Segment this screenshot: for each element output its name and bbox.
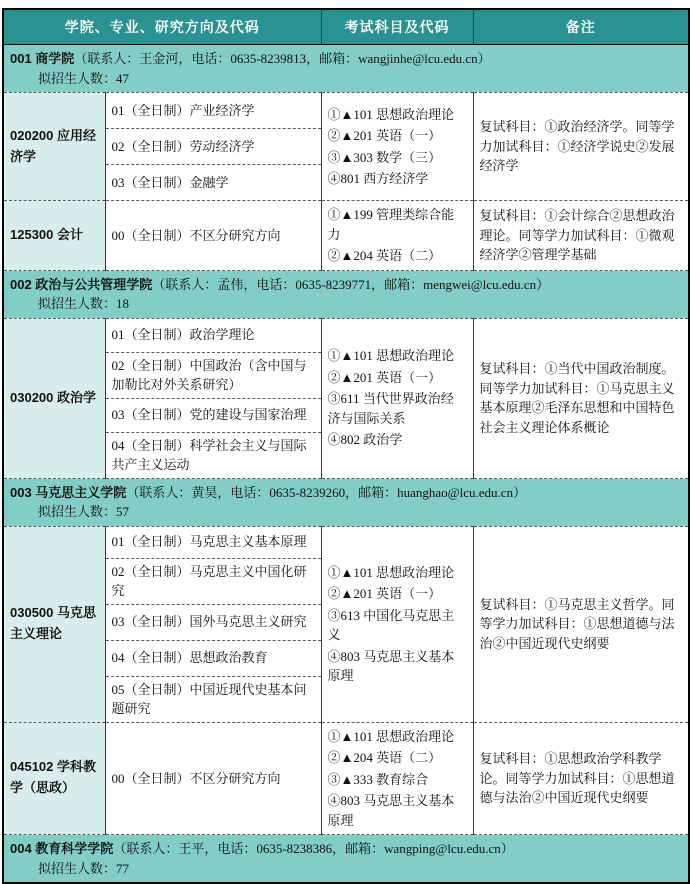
- exam-subject: ②▲204 英语（二）: [327, 248, 442, 263]
- section-title-line: [10, 839, 682, 859]
- column-header-notes: 备注: [473, 9, 689, 45]
- section-title: 001 商学院: [10, 51, 75, 66]
- section-contact: （联系人：孟伟，电话：0635-8239771，邮箱：mengwei@lcu.edu.cn）: [152, 276, 550, 292]
- direction-row: [3, 201, 689, 271]
- direction-row: [3, 93, 689, 129]
- exam-subject: ②▲201 英语（一）: [327, 369, 442, 385]
- exam-subject: ④803 马克思主义基本原理: [327, 648, 455, 683]
- section-contact: （联系人：黄昊，电话：0635-8239260，邮箱：huanghao@lcu.edu.cn）: [126, 484, 527, 500]
- direction-cell: 03（全日制）金融学: [105, 165, 321, 201]
- program-code-cell: 030500 马克思主义理论: [3, 526, 105, 722]
- exam-subject: ④802 政治学: [327, 432, 403, 448]
- program-code-cell: 020200 应用经济学: [3, 93, 105, 201]
- section-row-002: [3, 270, 689, 318]
- exam-subject: ①▲199 管理类综合能力: [327, 207, 455, 242]
- exam-subject: ②▲204 英语（二）: [327, 750, 442, 765]
- section-title-line: [10, 483, 682, 503]
- remark-cell: 复试科目：①政治经济学。同等学力加试科目：①经济学说史②发展经济学: [473, 93, 689, 201]
- direction-cell: 02（全日制）劳动经济学: [105, 129, 321, 165]
- exam-subject: ③611 当代世界政治经济与国际关系: [327, 391, 454, 426]
- direction-cell: 01（全日制）产业经济学: [105, 93, 321, 129]
- section-quota: 拟招生人数：18: [38, 296, 130, 311]
- exam-subject: ③613 中国化马克思主义: [327, 607, 455, 642]
- section-row-004: [3, 835, 689, 884]
- exam-subjects-cell: [321, 93, 473, 201]
- section-quota: 拟招生人数：47: [38, 70, 130, 86]
- exam-subject: ③▲303 数学（三）: [327, 149, 442, 165]
- section-title: 004 教育科学学院: [10, 841, 114, 856]
- column-header-exams: 考试科目及代码: [321, 9, 473, 45]
- section-header-cell: [3, 270, 689, 318]
- section-header-cell: [3, 478, 689, 526]
- direction-cell: 02（全日制）马克思主义中国化研究: [105, 558, 321, 604]
- direction-cell: 01（全日制）马克思主义基本原理: [105, 526, 321, 558]
- exam-subject: ①▲101 思想政治理论: [327, 564, 455, 580]
- direction-cell: 00（全日制）不区分研究方向: [105, 722, 321, 835]
- direction-cell: 03（全日制）党的建设与国家治理: [105, 398, 321, 432]
- exam-subject: ④803 马克思主义基本原理: [327, 793, 455, 828]
- exam-subjects-cell: [321, 318, 473, 478]
- exam-subjects-cell: [321, 201, 473, 271]
- direction-cell: 03（全日制）国外马克思主义研究: [105, 604, 321, 640]
- section-title-line: [10, 49, 682, 69]
- exam-subject: ①▲101 思想政治理论: [327, 348, 455, 364]
- direction-cell: 05（全日制）中国近现代史基本问题研究: [105, 676, 321, 722]
- admissions-table: [2, 8, 690, 884]
- remark-cell: 复试科目：①思想政治学科教学论。同等学力加试科目：①思想道德与法治②中国近现代史纲要: [473, 722, 689, 835]
- section-title: 003 马克思主义学院: [10, 484, 127, 500]
- section-contact: （联系人：王金河，电话：0635-8239813，邮箱：wangjinhe@lcu.edu.cn）: [74, 51, 491, 66]
- column-header-programs: 学院、专业、研究方向及代码: [3, 9, 321, 45]
- section-title-line: [10, 275, 682, 295]
- remark-cell: 复试科目：①当代中国政治制度。同等学力加试科目：①马克思主义基本原理②毛泽东思想和中国特色社会主义理论体系概论: [473, 318, 689, 478]
- program-code-cell: 045102 学科教学（思政）: [3, 722, 105, 835]
- section-quota: 拟招生人数：57: [38, 504, 130, 519]
- section-row-003: [3, 478, 689, 526]
- direction-cell: 00（全日制）不区分研究方向: [105, 201, 321, 271]
- exam-subjects-cell: [321, 526, 473, 722]
- section-header-cell: [3, 45, 689, 93]
- exam-subject: ①▲101 思想政治理论: [327, 106, 455, 122]
- section-title: 002 政治与公共管理学院: [10, 276, 153, 292]
- program-code-cell: 125300 会计: [3, 201, 105, 271]
- program-code-cell: 030200 政治学: [3, 318, 105, 478]
- remark-cell: 复试科目：①马克思主义哲学。同等学力加试科目：①思想道德与法治②中国近现代史纲要: [473, 526, 689, 722]
- exam-subject: ③▲333 教育综合: [327, 771, 429, 787]
- table-header-row: [3, 9, 689, 45]
- direction-cell: 04（全日制）科学社会主义与国际共产主义运动: [105, 432, 321, 478]
- direction-row: [3, 526, 689, 558]
- direction-cell: 01（全日制）政治学理论: [105, 318, 321, 352]
- remark-cell: 复试科目：①会计综合②思想政治理论。同等学力加试科目：①微观经济学②管理学基础: [473, 201, 689, 271]
- direction-cell: 04（全日制）思想政治教育: [105, 640, 321, 676]
- direction-row: [3, 318, 689, 352]
- section-contact: （联系人：王平，电话：0635-8238386，邮箱：wangping@lcu.edu.cn）: [113, 841, 514, 856]
- exam-subject: ④801 西方经济学: [327, 171, 429, 186]
- exam-subject: ②▲201 英语（一）: [327, 586, 442, 601]
- direction-cell: 02（全日制）中国政治（含中国与加勒比对外关系研究）: [105, 352, 321, 398]
- section-quota: 拟招生人数：77: [38, 860, 130, 876]
- section-header-cell: [3, 835, 689, 884]
- exam-subject: ②▲201 英语（一）: [327, 128, 442, 143]
- exam-subject: ①▲101 思想政治理论: [327, 728, 455, 744]
- section-row-001: [3, 45, 689, 93]
